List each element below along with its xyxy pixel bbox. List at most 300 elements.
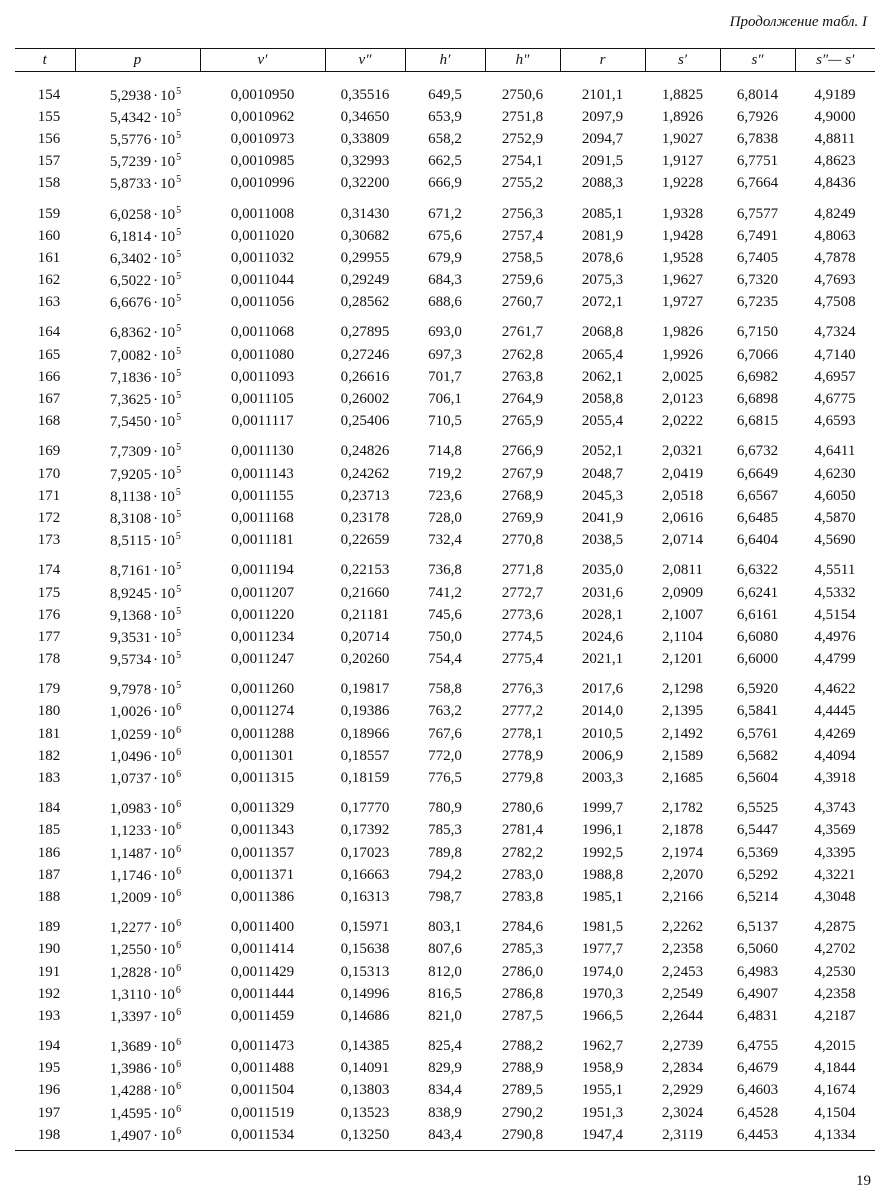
cell-pressure xyxy=(75,671,200,701)
cell-r: 2101,1 xyxy=(581,86,624,103)
cell-pressure xyxy=(75,270,200,292)
cell-t: 187 xyxy=(37,866,61,883)
pressure-base-ten: 10 xyxy=(160,1127,176,1144)
cell-r: 2014,0 xyxy=(581,703,624,720)
cell-r: 1966,5 xyxy=(581,1007,624,1024)
cell-r: 1996,1 xyxy=(581,822,624,839)
cell-v1: 0,0011371 xyxy=(230,866,295,883)
cell-pressure xyxy=(75,507,200,529)
cell-t: 185 xyxy=(37,822,61,839)
cell-h2: 2773,6 xyxy=(501,606,544,623)
cell-v1: 0,0011194 xyxy=(231,562,294,579)
cell-s1: 2,2453 xyxy=(661,963,704,980)
cell-r: 2078,6 xyxy=(581,249,624,266)
cell-r: 1981,5 xyxy=(581,919,624,936)
cell-h1: 675,6 xyxy=(428,227,462,244)
cell-ds: 4,8623 xyxy=(814,153,856,170)
pressure-mantissa: 6,0258 xyxy=(109,206,152,223)
cell-s1: 1,8825 xyxy=(661,86,704,103)
table-row xyxy=(15,247,875,269)
multiply-dot: · xyxy=(153,444,159,461)
cell-h2: 2760,7 xyxy=(501,294,544,311)
pressure-mantissa: 5,8733 xyxy=(109,176,152,193)
cell-s2: 6,4603 xyxy=(736,1082,779,1099)
pressure-exponent: 5 xyxy=(176,129,182,141)
pressure-base-ten: 10 xyxy=(160,823,176,840)
cell-h1: 780,9 xyxy=(428,800,462,817)
table-row xyxy=(15,1005,875,1027)
cell-s2: 6,4755 xyxy=(736,1038,779,1055)
multiply-dot: · xyxy=(153,369,159,386)
cell-h1: 741,2 xyxy=(428,584,462,601)
pressure-base-ten: 10 xyxy=(160,652,176,669)
cell-s2: 6,5060 xyxy=(736,941,779,958)
cell-s2: 6,6815 xyxy=(736,413,779,430)
pressure-base-ten: 10 xyxy=(160,771,176,788)
cell-v1: 0,0011534 xyxy=(200,1124,325,1151)
cell-pressure xyxy=(75,723,200,745)
cell-s1: 1,9027 xyxy=(661,130,704,147)
multiply-dot: · xyxy=(153,771,159,788)
cell-v1: 0,0011032 xyxy=(230,249,295,266)
cell-h2: 2781,4 xyxy=(501,822,544,839)
cell-h1: 785,3 xyxy=(428,822,462,839)
cell-pressure xyxy=(75,366,200,388)
pressure-exponent: 5 xyxy=(176,323,182,335)
cell-ds: 4,8811 xyxy=(814,130,856,147)
pressure-mantissa: 6,6676 xyxy=(109,295,152,312)
cell-r: 2052,1 xyxy=(581,443,624,460)
pressure-base-ten: 10 xyxy=(160,131,176,148)
cell-r: 2041,9 xyxy=(581,509,624,526)
cell-v2: 0,20260 xyxy=(340,651,390,668)
pressure-exponent: 6 xyxy=(176,1081,182,1093)
cell-ds: 4,5332 xyxy=(814,584,856,601)
cell-s1: 2,1492 xyxy=(661,725,704,742)
cell-r: 2072,1 xyxy=(581,294,624,311)
cell-r: 2065,4 xyxy=(581,346,624,363)
pressure-exponent: 6 xyxy=(176,1103,182,1115)
pressure-base-ten: 10 xyxy=(160,206,176,223)
table-row xyxy=(15,270,875,292)
cell-s1: 2,0321 xyxy=(661,443,704,460)
cell-s2: 6,5369 xyxy=(736,844,779,861)
cell-t: 158 xyxy=(37,175,61,192)
pressure-base-ten: 10 xyxy=(160,585,176,602)
cell-h2: 2765,9 xyxy=(501,413,544,430)
cell-ds: 4,7140 xyxy=(814,346,856,363)
cell-r: 2028,1 xyxy=(581,606,624,623)
cell-s2: 6,6241 xyxy=(736,584,779,601)
table-row xyxy=(15,72,875,107)
cell-s1: 2,0222 xyxy=(661,413,704,430)
cell-pressure xyxy=(75,128,200,150)
cell-s1: 1,9127 xyxy=(661,153,704,170)
cell-s2: 6,6485 xyxy=(736,509,779,526)
cell-pressure xyxy=(75,582,200,604)
header-h-prime: h′ xyxy=(405,49,485,72)
table-row xyxy=(15,507,875,529)
table-row xyxy=(15,366,875,388)
cell-s2: 6,6000 xyxy=(736,651,779,668)
cell-h1: 684,3 xyxy=(428,272,462,289)
cell-ds: 4,3743 xyxy=(814,800,856,817)
pressure-mantissa: 6,3402 xyxy=(109,250,152,267)
cell-ds: 4,9189 xyxy=(814,86,856,103)
pressure-mantissa: 1,1746 xyxy=(109,867,152,884)
cell-t: 172 xyxy=(37,509,61,526)
cell-v1: 0,0010950 xyxy=(230,86,295,103)
cell-r: 1955,1 xyxy=(581,1082,624,1099)
cell-ds: 4,6411 xyxy=(814,443,856,460)
cell-h1: 653,9 xyxy=(428,108,462,125)
cell-h2: 2779,8 xyxy=(501,770,544,787)
pressure-mantissa: 1,1487 xyxy=(109,845,152,862)
cell-pressure xyxy=(75,767,200,789)
pressure-mantissa: 1,0026 xyxy=(109,704,152,721)
multiply-dot: · xyxy=(153,889,159,906)
cell-h2: 2788,9 xyxy=(501,1060,544,1077)
pressure-exponent: 5 xyxy=(176,204,182,216)
cell-v2: 0,19386 xyxy=(340,703,390,720)
multiply-dot: · xyxy=(153,823,159,840)
cell-t: 184 xyxy=(37,800,61,817)
multiply-dot: · xyxy=(153,704,159,721)
cell-v2: 0,26002 xyxy=(340,391,390,408)
cell-h2: 2763,8 xyxy=(501,368,544,385)
cell-r: 2075,3 xyxy=(581,272,624,289)
cell-t: 192 xyxy=(37,985,61,1002)
pressure-mantissa: 9,3531 xyxy=(109,629,152,646)
pressure-exponent: 5 xyxy=(176,367,182,379)
cell-v1: 0,0011080 xyxy=(230,346,295,363)
cell-r: 2017,6 xyxy=(581,681,624,698)
cell-v2: 0,15971 xyxy=(340,919,390,936)
multiply-dot: · xyxy=(153,109,159,126)
pressure-mantissa: 5,7239 xyxy=(109,154,152,171)
pressure-base-ten: 10 xyxy=(160,510,176,527)
pressure-base-ten: 10 xyxy=(160,682,176,699)
pressure-base-ten: 10 xyxy=(160,920,176,937)
multiply-dot: · xyxy=(153,563,159,580)
cell-v2: 0,18159 xyxy=(340,770,390,787)
header-s-double-prime: s″ xyxy=(720,49,795,72)
cell-h2: 2782,2 xyxy=(501,844,544,861)
cell-t: 188 xyxy=(37,888,61,905)
cell-ds: 4,2187 xyxy=(814,1007,856,1024)
cell-pressure xyxy=(75,604,200,626)
cell-h1: 701,7 xyxy=(428,368,462,385)
cell-v2: 0,24826 xyxy=(340,443,390,460)
cell-v2: 0,14686 xyxy=(340,1007,390,1024)
multiply-dot: · xyxy=(153,1127,159,1144)
cell-s1: 2,1782 xyxy=(661,800,704,817)
pressure-exponent: 5 xyxy=(176,627,182,639)
pressure-exponent: 6 xyxy=(176,962,182,974)
cell-ds: 4,4445 xyxy=(814,703,856,720)
cell-h2: 2755,2 xyxy=(501,175,544,192)
cell-s1: 1,9328 xyxy=(661,205,704,222)
cell-v1: 0,0011444 xyxy=(230,985,295,1002)
table-row xyxy=(15,626,875,648)
cell-t: 198 xyxy=(15,1124,75,1151)
cell-v1: 0,0011220 xyxy=(230,606,295,623)
table-row xyxy=(15,582,875,604)
cell-ds: 4,2015 xyxy=(814,1038,856,1055)
cell-v1: 0,0011130 xyxy=(231,443,294,460)
cell-ds: 4,6957 xyxy=(814,368,856,385)
cell-ds: 4,7324 xyxy=(814,324,856,341)
cell-h1: 829,9 xyxy=(428,1060,462,1077)
cell-ds: 4,3569 xyxy=(814,822,856,839)
cell-h2: 2786,0 xyxy=(501,963,544,980)
pressure-base-ten: 10 xyxy=(160,347,176,364)
cell-v1: 0,0011044 xyxy=(230,272,295,289)
cell-r: 1951,3 xyxy=(581,1104,624,1121)
pressure-exponent: 5 xyxy=(176,293,182,305)
cell-pressure xyxy=(75,886,200,908)
pressure-mantissa: 8,1138 xyxy=(110,488,151,505)
pressure-exponent: 5 xyxy=(175,486,181,498)
cell-s1: 2,0714 xyxy=(661,532,704,549)
cell-v2: 0,14091 xyxy=(340,1060,390,1077)
cell-v1: 0,0011020 xyxy=(230,227,295,244)
cell-s2: 6,7664 xyxy=(736,175,779,192)
cell-s1: 2,2834 xyxy=(661,1060,704,1077)
cell-h1: 706,1 xyxy=(428,391,462,408)
cell-v1: 0,0011504 xyxy=(230,1082,295,1099)
pressure-base-ten: 10 xyxy=(160,444,176,461)
cell-r: 2045,3 xyxy=(581,487,624,504)
multiply-dot: · xyxy=(153,1105,159,1122)
cell-v2: 0,15313 xyxy=(340,963,390,980)
cell-h1: 803,1 xyxy=(428,919,462,936)
pressure-base-ten: 10 xyxy=(160,845,176,862)
multiply-dot: · xyxy=(152,533,158,550)
cell-s1: 2,0123 xyxy=(661,391,704,408)
cell-pressure xyxy=(75,106,200,128)
cell-v2: 0,20714 xyxy=(340,628,390,645)
cell-v2: 0,32200 xyxy=(340,175,390,192)
pressure-base-ten: 10 xyxy=(160,801,176,818)
cell-pressure xyxy=(75,864,200,886)
cell-v1: 0,0011459 xyxy=(230,1007,295,1024)
table-row xyxy=(15,173,875,195)
pressure-mantissa: 1,0259 xyxy=(109,726,152,743)
cell-t: 191 xyxy=(37,963,61,980)
cell-ds: 4,3918 xyxy=(814,770,856,787)
header-h-double-prime: h″ xyxy=(485,49,560,72)
cell-s2: 6,6649 xyxy=(736,465,779,482)
multiply-dot: · xyxy=(153,176,159,193)
cell-s1: 2,3024 xyxy=(661,1104,704,1121)
pressure-base-ten: 10 xyxy=(160,1083,176,1100)
pressure-mantissa: 1,0983 xyxy=(109,801,152,818)
cell-ds: 4,5511 xyxy=(814,562,856,579)
cell-v2: 0,13523 xyxy=(340,1104,390,1121)
cell-t: 162 xyxy=(37,272,61,289)
pressure-mantissa: 7,9205 xyxy=(109,466,152,483)
cell-v1: 0,0011168 xyxy=(231,509,294,526)
cell-v2: 0,23713 xyxy=(340,487,390,504)
table-caption: Продолжение табл. I xyxy=(729,14,867,30)
cell-s2: 6,5920 xyxy=(736,681,779,698)
pressure-exponent: 5 xyxy=(176,174,182,186)
cell-h2: 2788,2 xyxy=(501,1038,544,1055)
cell-v1: 0,0011386 xyxy=(230,888,295,905)
pressure-exponent: 6 xyxy=(176,1006,182,1018)
cell-s1: 1,9428 xyxy=(661,227,704,244)
cell-ds: 4,6230 xyxy=(814,465,856,482)
cell-ds: 4,8249 xyxy=(814,205,856,222)
cell-ds: 4,9000 xyxy=(814,108,856,125)
pressure-mantissa: 1,3689 xyxy=(109,1039,152,1056)
multiply-dot: · xyxy=(153,629,159,646)
cell-pressure xyxy=(75,626,200,648)
pressure-mantissa: 7,0082 xyxy=(109,347,152,364)
pressure-base-ten: 10 xyxy=(160,325,176,342)
pressure-base-ten: 10 xyxy=(160,109,176,126)
cell-t: 169 xyxy=(37,443,61,460)
cell-h1: 750,0 xyxy=(428,628,462,645)
cell-v1: 0,0011488 xyxy=(230,1060,295,1077)
cell-v1: 0,0011207 xyxy=(230,584,295,601)
cell-v2: 0,23178 xyxy=(340,509,390,526)
pressure-base-ten: 10 xyxy=(160,629,176,646)
pressure-base-ten: 10 xyxy=(160,726,176,743)
table-row xyxy=(15,388,875,410)
cell-t: 190 xyxy=(37,941,61,958)
cell-r: 1970,3 xyxy=(581,985,624,1002)
multiply-dot: · xyxy=(153,228,159,245)
cell-pressure xyxy=(75,72,200,107)
cell-h2: 2784,6 xyxy=(501,919,544,936)
pressure-mantissa: 6,8362 xyxy=(109,325,152,342)
cell-pressure xyxy=(75,983,200,1005)
table-row xyxy=(15,701,875,723)
cell-v1: 0,0011400 xyxy=(230,919,295,936)
pressure-exponent: 5 xyxy=(176,226,182,238)
cell-h1: 688,6 xyxy=(428,294,462,311)
cell-s2: 6,5604 xyxy=(736,770,779,787)
multiply-dot: · xyxy=(153,726,159,743)
header-t: t xyxy=(15,49,75,72)
cell-t: 154 xyxy=(37,86,61,103)
table-row xyxy=(15,939,875,961)
pressure-exponent: 6 xyxy=(176,887,182,899)
cell-h1: 843,4 xyxy=(405,1124,485,1151)
cell-ds: 4,1674 xyxy=(814,1082,856,1099)
cell-r: 2055,4 xyxy=(581,413,624,430)
cell-s2: 6,4679 xyxy=(736,1060,779,1077)
cell-t: 197 xyxy=(37,1104,61,1121)
cell-s2: 6,7235 xyxy=(736,294,779,311)
multiply-dot: · xyxy=(153,942,159,959)
multiply-dot: · xyxy=(153,1008,159,1025)
cell-s2: 6,4528 xyxy=(736,1104,779,1121)
pressure-base-ten: 10 xyxy=(159,986,175,1003)
cell-v1: 0,0010985 xyxy=(230,153,295,170)
cell-s1: 2,2358 xyxy=(661,941,704,958)
pressure-exponent: 5 xyxy=(176,605,182,617)
cell-s1: 1,8926 xyxy=(661,108,704,125)
cell-s2: 6,7405 xyxy=(736,249,779,266)
cell-pressure xyxy=(75,649,200,671)
cell-h2: 2750,6 xyxy=(501,86,544,103)
table-row xyxy=(15,649,875,671)
cell-v1: 0,0011117 xyxy=(231,413,294,430)
cell-s1: 2,1104 xyxy=(662,628,703,645)
cell-v1: 0,0010996 xyxy=(230,175,295,192)
cell-v2: 0,26616 xyxy=(340,368,390,385)
cell-h2: 2758,5 xyxy=(501,249,544,266)
cell-s1: 2,2644 xyxy=(661,1007,704,1024)
cell-r: 2038,5 xyxy=(581,532,624,549)
table-row xyxy=(15,314,875,344)
multiply-dot: · xyxy=(153,845,159,862)
cell-s2: 6,6080 xyxy=(736,628,779,645)
cell-v2: 0,13250 xyxy=(325,1124,405,1151)
cell-h2: 2780,6 xyxy=(501,800,544,817)
cell-ds: 4,3221 xyxy=(814,866,856,883)
cell-r: 1958,9 xyxy=(581,1060,624,1077)
table-row xyxy=(15,842,875,864)
cell-s1: 2,2549 xyxy=(661,985,704,1002)
table-row xyxy=(15,767,875,789)
cell-h2: 2766,9 xyxy=(501,443,544,460)
cell-h1: 732,4 xyxy=(428,532,462,549)
pressure-exponent: 6 xyxy=(176,702,182,714)
pressure-mantissa: 7,3625 xyxy=(109,392,152,409)
cell-h2: 2752,9 xyxy=(501,130,544,147)
cell-r: 2006,9 xyxy=(581,747,624,764)
cell-r: 2085,1 xyxy=(581,205,624,222)
table-row xyxy=(15,983,875,1005)
cell-v2: 0,15638 xyxy=(340,941,390,958)
pressure-exponent: 5 xyxy=(176,508,182,520)
table-row xyxy=(15,106,875,128)
table-row xyxy=(15,1080,875,1102)
pressure-mantissa: 9,1368 xyxy=(109,607,152,624)
cell-t: 186 xyxy=(37,844,61,861)
table-body xyxy=(15,72,875,1151)
cell-s2: 6,6161 xyxy=(736,606,779,623)
pressure-exponent: 6 xyxy=(176,1125,182,1137)
pressure-exponent: 5 xyxy=(176,85,182,97)
cell-h1: 649,5 xyxy=(428,86,462,103)
cell-v2: 0,13803 xyxy=(340,1082,390,1099)
cell-s1: 2,2739 xyxy=(661,1038,704,1055)
table-row xyxy=(15,530,875,552)
cell-h2: 2768,9 xyxy=(501,487,544,504)
multiply-dot: · xyxy=(153,510,159,527)
cell-ds: 4,1844 xyxy=(814,1060,856,1077)
cell-s1: 2,3119 xyxy=(645,1124,720,1151)
cell-ds: 4,4976 xyxy=(814,628,856,645)
pressure-mantissa: 7,5450 xyxy=(109,414,152,431)
pressure-mantissa: 1,2277 xyxy=(109,920,152,937)
cell-v2: 0,33809 xyxy=(340,130,390,147)
cell-t: 175 xyxy=(37,584,61,601)
cell-t: 165 xyxy=(37,346,61,363)
cell-pressure xyxy=(75,292,200,314)
cell-v2: 0,27246 xyxy=(340,346,390,363)
pressure-base-ten: 10 xyxy=(160,154,176,171)
cell-t: 177 xyxy=(37,628,61,645)
cell-h1: 776,5 xyxy=(428,770,462,787)
cell-v1: 0,0011357 xyxy=(230,844,295,861)
cell-h2: 2756,3 xyxy=(501,205,544,222)
